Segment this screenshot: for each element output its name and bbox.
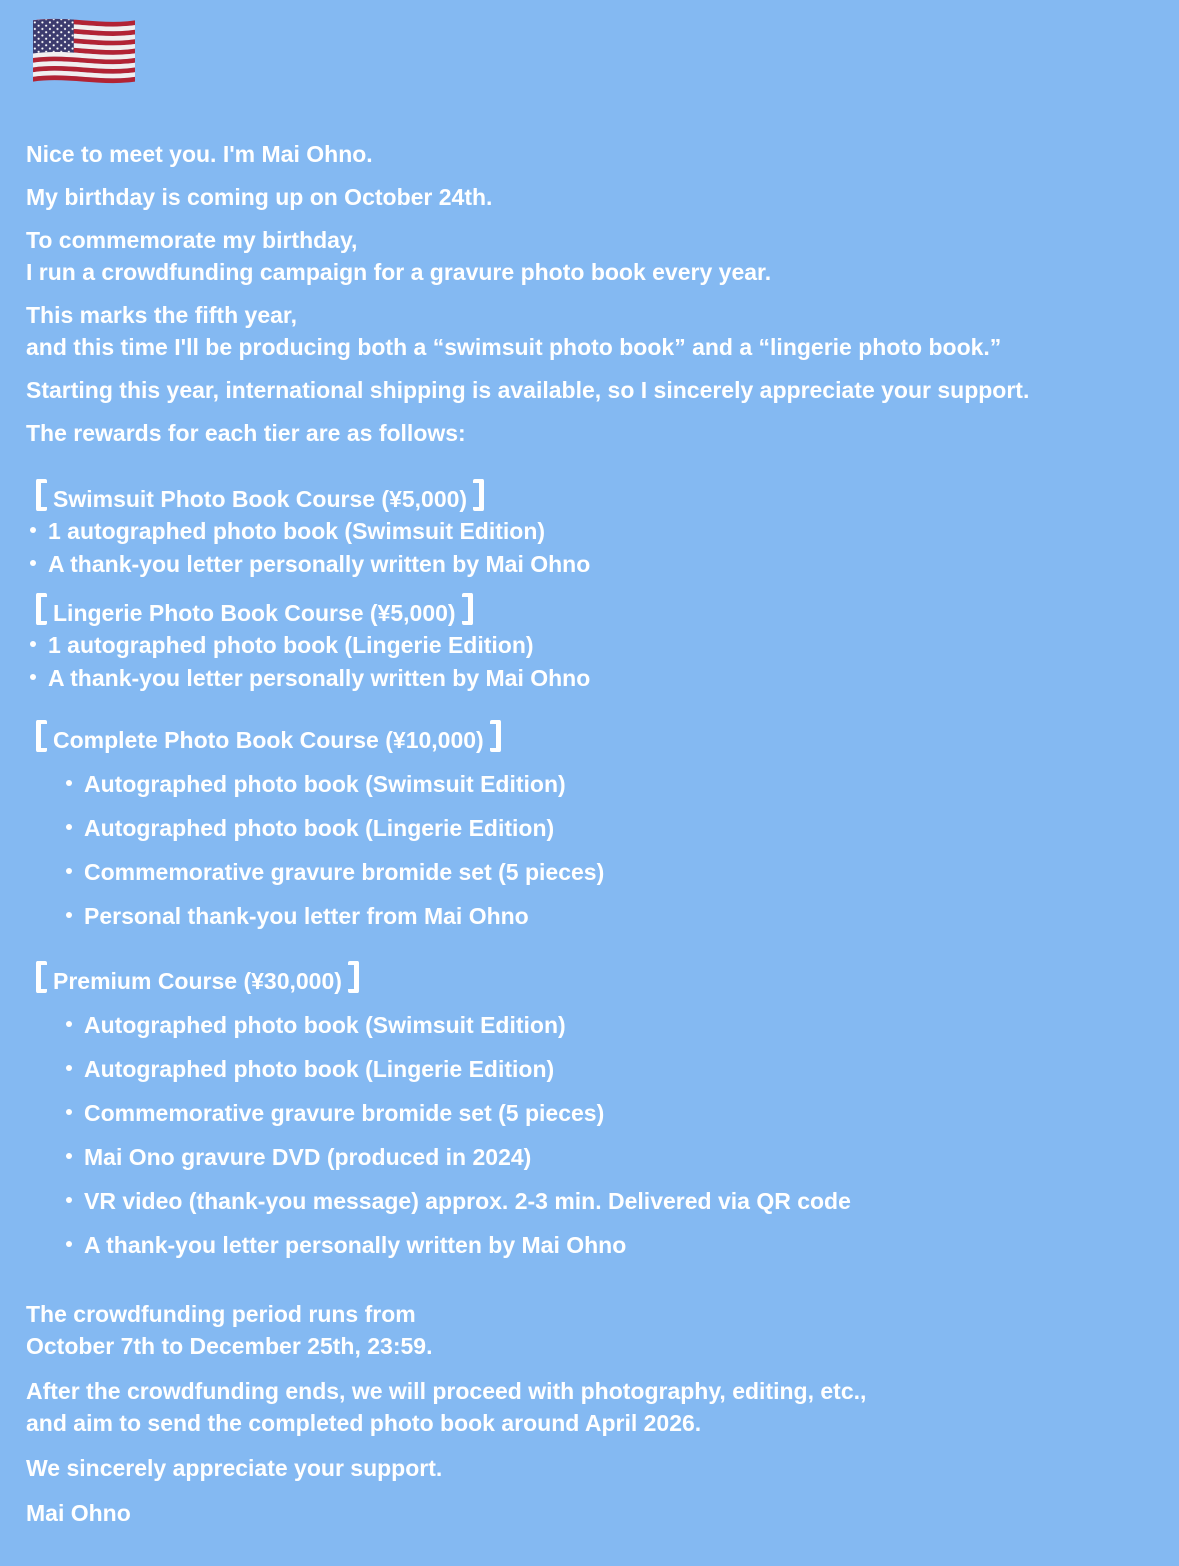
tier-swimsuit-course [26,479,1161,581]
intro-paragraph-3 [26,224,1161,288]
open-lenticular-bracket-icon [36,479,47,511]
tier-item: A thank-you letter personally written by Mai Ohno [26,548,1161,581]
close-lenticular-bracket-icon [462,593,473,625]
intro-line: The rewards for each tier are as follows: [26,420,466,446]
intro-paragraph-1 [26,138,1161,170]
outro-paragraph-1 [26,1298,1161,1362]
tier-title [26,479,1161,515]
intro-line: This marks the fifth year, [26,302,297,328]
intro-paragraph-6 [26,417,1161,449]
tier-item: Autographed photo book (Swimsuit Edition) [26,1003,1161,1047]
tier-title-text: Lingerie Photo Book Course (¥5,000) [53,600,456,626]
tier-title [26,593,1161,629]
tier-item: A thank-you letter personally written by Mai Ohno [26,1223,1161,1267]
intro-paragraph-5 [26,374,1161,406]
tier-item: 1 autographed photo book (Swimsuit Edition) [26,515,1161,548]
open-lenticular-bracket-icon [36,720,47,752]
signature [26,1497,1161,1529]
tier-item: 1 autographed photo book (Lingerie Edition) [26,629,1161,662]
tier-item: Personal thank-you letter from Mai Ohno [26,894,1161,938]
tier-title [26,961,1161,997]
outro-line: and aim to send the completed photo book around April 2026. [26,1410,702,1436]
outro-line: The crowdfunding period runs from [26,1301,416,1327]
tier-title [26,720,1161,756]
open-lenticular-bracket-icon [36,961,47,993]
outro-paragraph-2 [26,1375,1161,1439]
close-lenticular-bracket-icon [348,961,359,993]
post-body [26,138,1161,1542]
intro-section [26,138,1161,449]
outro-paragraph-3 [26,1452,1161,1484]
outro-line: After the crowdfunding ends, we will proceed with photography, editing, etc., [26,1378,867,1404]
tier-premium-course [26,961,1161,1267]
tier-item: Commemorative gravure bromide set (5 pieces) [26,850,1161,894]
signature-line: Mai Ohno [26,1500,131,1526]
intro-line: My birthday is coming up on October 24th. [26,184,493,210]
intro-line: Nice to meet you. I'm Mai Ohno. [26,141,373,167]
tier-title-text: Premium Course (¥30,000) [53,968,342,994]
outro-line: October 7th to December 25th, 23:59. [26,1333,433,1359]
close-lenticular-bracket-icon [490,720,501,752]
intro-paragraph-2 [26,181,1161,213]
intro-line: Starting this year, international shipping is available, so I sincerely appreciate your support. [26,377,1030,403]
outro-section [26,1298,1161,1529]
tier-title-text: Swimsuit Photo Book Course (¥5,000) [53,486,468,512]
us-flag-svg [33,14,135,88]
intro-line: I run a crowdfunding campaign for a gravure photo book every year. [26,259,772,285]
tier-item: VR video (thank-you message) approx. 2-3 min. Delivered via QR code [26,1179,1161,1223]
tier-item: A thank-you letter personally written by Mai Ohno [26,662,1161,695]
close-lenticular-bracket-icon [473,479,484,511]
open-lenticular-bracket-icon [36,593,47,625]
intro-line: To commemorate my birthday, [26,227,358,253]
tier-item: Mai Ono gravure DVD (produced in 2024) [26,1135,1161,1179]
intro-paragraph-4 [26,299,1161,363]
tier-item: Commemorative gravure bromide set (5 pieces) [26,1091,1161,1135]
intro-line: and this time I'll be producing both a “swimsuit photo book” and a “lingerie photo book.” [26,334,1002,360]
tier-lingerie-course [26,593,1161,695]
tier-item: Autographed photo book (Lingerie Edition) [26,806,1161,850]
outro-line: We sincerely appreciate your support. [26,1455,443,1481]
us-flag-icon [33,14,135,88]
tier-item: Autographed photo book (Swimsuit Edition) [26,762,1161,806]
tier-title-text: Complete Photo Book Course (¥10,000) [53,727,484,753]
tier-complete-course [26,720,1161,938]
tier-item: Autographed photo book (Lingerie Edition) [26,1047,1161,1091]
